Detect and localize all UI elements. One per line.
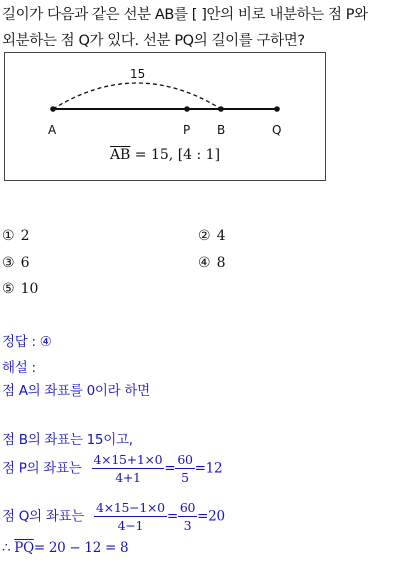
solution-final: ∴ $\overline{PQ}= 20 - 12 = 8$ <box>2 540 129 556</box>
solution-heading: 해설 : <box>2 360 36 376</box>
p-fraction-1: $\frac{4\times 15+1\times 0}{4+1}$ <box>93 452 163 485</box>
label-b: B <box>217 123 226 137</box>
p-fraction-2: $\frac{60}{5}$ <box>177 452 193 485</box>
solution-line-a: 점 A의 좌표를 0이라 하면 <box>2 383 150 399</box>
figure-box <box>4 52 326 181</box>
point-q <box>274 106 280 112</box>
choice-1[interactable]: ① 2 <box>2 228 30 244</box>
question-text <box>2 2 398 54</box>
choice-3[interactable]: ③ 6 <box>2 255 30 271</box>
label-q: Q <box>272 123 282 137</box>
label-a: A <box>48 123 57 137</box>
point-p <box>184 106 190 112</box>
q-fraction-1: $\frac{4\times 15-1\times 0}{4-1}$ <box>96 500 165 533</box>
q-fraction-2: $\frac{60}{3}$ <box>179 500 196 533</box>
arc-label: 15 <box>130 67 146 81</box>
point-a <box>50 106 56 112</box>
choice-4[interactable]: ④ 8 <box>198 255 226 271</box>
question-line-1: 길이가 다음과 같은 선분 AB를 [ ]안의 비로 내분하는 점 P와 <box>2 7 368 23</box>
condition-rest: = 15, [4 : 1] <box>130 147 221 163</box>
condition-text <box>5 147 325 163</box>
choice-5[interactable]: ⑤ 10 <box>2 281 39 297</box>
condition-segment: $\overline{AB}$ <box>109 147 131 163</box>
answer-line: 정답 : ④ <box>2 334 52 350</box>
label-p: P <box>183 123 191 137</box>
question-line-2: 외분하는 점 Q가 있다. 선분 PQ의 길이를 구하면? <box>2 33 305 49</box>
arc-ab <box>53 83 221 109</box>
point-b <box>218 106 224 112</box>
solution-p-line: 점 P의 좌표는 $\frac{4\times 15+1\times 0}{4+1}$ = $\frac{60}{5}$ =12 <box>2 452 223 485</box>
solution-line-b: 점 B의 좌표는 15이고, <box>2 432 133 448</box>
choice-2[interactable]: ② 4 <box>198 228 226 244</box>
solution-q-line: 점 Q의 좌표는 $\frac{4\times 15-1\times 0}{4-1}$ = $\frac{60}{3}$ =20 <box>2 500 225 533</box>
